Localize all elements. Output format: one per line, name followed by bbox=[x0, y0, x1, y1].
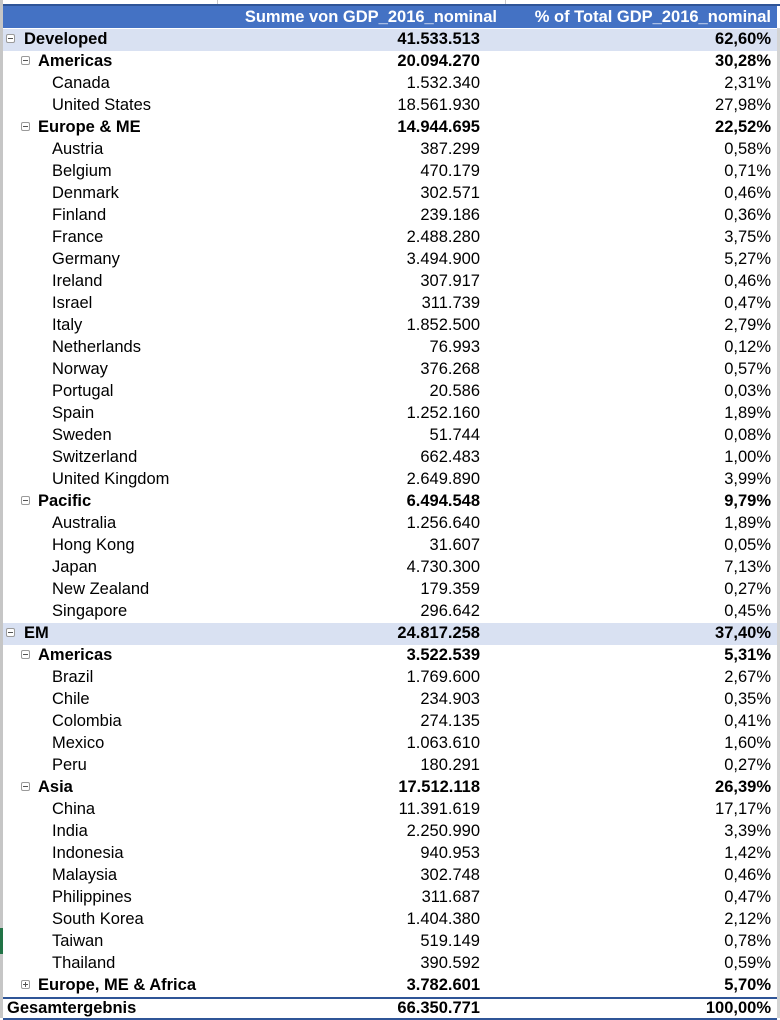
pivot-subgroup-row[interactable] bbox=[3, 491, 777, 513]
column-header-sum[interactable]: Summe von GDP_2016_nominal bbox=[244, 8, 497, 26]
percent-value: 1,89% bbox=[724, 404, 771, 422]
collapse-icon[interactable] bbox=[21, 782, 30, 791]
percent-value: 26,39% bbox=[715, 778, 771, 796]
percent-value: 3,75% bbox=[724, 228, 771, 246]
percent-value: 9,79% bbox=[724, 492, 771, 510]
percent-value: 0,05% bbox=[724, 536, 771, 554]
pivot-subgroup-row[interactable] bbox=[3, 645, 777, 667]
row-label: Switzerland bbox=[52, 448, 138, 466]
percent-value: 0,47% bbox=[724, 294, 771, 312]
collapse-icon[interactable] bbox=[21, 56, 30, 65]
sum-value: 20.094.270 bbox=[397, 52, 480, 70]
percent-value: 0,71% bbox=[724, 162, 771, 180]
row-label: Australia bbox=[52, 514, 117, 532]
row-label: Belgium bbox=[52, 162, 112, 180]
sum-value: 41.533.513 bbox=[397, 30, 480, 48]
collapse-icon[interactable] bbox=[6, 628, 15, 637]
sum-value: 11.391.619 bbox=[398, 800, 480, 818]
percent-value: 1,89% bbox=[724, 514, 771, 532]
row-label: Taiwan bbox=[52, 932, 104, 950]
sum-value: 274.135 bbox=[420, 712, 480, 730]
pivot-subgroup-row[interactable] bbox=[3, 117, 777, 139]
percent-value: 5,70% bbox=[724, 976, 771, 994]
percent-value: 1,60% bbox=[724, 734, 771, 752]
row-label: Developed bbox=[24, 30, 108, 48]
pivot-country-row[interactable] bbox=[3, 843, 777, 865]
percent-value: 0,78% bbox=[724, 932, 771, 950]
sum-value: 179.359 bbox=[420, 580, 480, 598]
row-label: Europe, ME & Africa bbox=[38, 976, 196, 994]
pivot-country-row[interactable] bbox=[3, 513, 777, 535]
sum-value: 24.817.258 bbox=[397, 624, 480, 642]
pivot-country-row[interactable] bbox=[3, 337, 777, 359]
sum-value: 1.404.380 bbox=[406, 910, 480, 928]
pivot-country-row[interactable] bbox=[3, 579, 777, 601]
pivot-country-row[interactable] bbox=[3, 293, 777, 315]
pivot-country-row[interactable] bbox=[3, 447, 777, 469]
sum-value: 234.903 bbox=[420, 690, 480, 708]
pivot-header-row bbox=[3, 6, 777, 28]
row-label: Italy bbox=[52, 316, 83, 334]
row-label: Ireland bbox=[52, 272, 103, 290]
sum-value: 1.252.160 bbox=[406, 404, 480, 422]
pivot-country-row[interactable] bbox=[3, 183, 777, 205]
pivot-country-row[interactable] bbox=[3, 403, 777, 425]
row-label: New Zealand bbox=[52, 580, 150, 598]
row-label: Denmark bbox=[52, 184, 119, 202]
row-label: Asia bbox=[38, 778, 73, 796]
pivot-country-row[interactable] bbox=[3, 755, 777, 777]
row-label: United Kingdom bbox=[52, 470, 170, 488]
sum-value: 76.993 bbox=[429, 338, 480, 356]
sum-value: 302.571 bbox=[420, 184, 480, 202]
percent-value: 37,40% bbox=[715, 624, 771, 642]
sum-value: 302.748 bbox=[420, 866, 480, 884]
row-label: Peru bbox=[52, 756, 87, 774]
pivot-country-row[interactable] bbox=[3, 865, 777, 887]
pivot-country-row[interactable] bbox=[3, 139, 777, 161]
pivot-country-row[interactable] bbox=[3, 425, 777, 447]
sum-value: 180.291 bbox=[420, 756, 480, 774]
percent-value: 0,59% bbox=[724, 954, 771, 972]
sum-value: 20.586 bbox=[429, 382, 480, 400]
pivot-subgroup-row[interactable] bbox=[3, 777, 777, 799]
pivot-country-row[interactable] bbox=[3, 271, 777, 293]
sum-value: 1.769.600 bbox=[406, 668, 480, 686]
sum-value: 296.642 bbox=[420, 602, 480, 620]
sum-value: 519.149 bbox=[420, 932, 480, 950]
sum-value: 239.186 bbox=[420, 206, 480, 224]
percent-value: 3,99% bbox=[724, 470, 771, 488]
row-label: Sweden bbox=[52, 426, 112, 444]
row-label: Netherlands bbox=[52, 338, 141, 356]
percent-value: 2,12% bbox=[724, 910, 771, 928]
percent-value: 2,67% bbox=[724, 668, 771, 686]
percent-value: 17,17% bbox=[715, 800, 771, 818]
pivot-country-row[interactable] bbox=[3, 73, 777, 95]
sum-value: 17.512.118 bbox=[398, 778, 480, 796]
pivot-country-row[interactable] bbox=[3, 887, 777, 909]
pivot-group-row[interactable] bbox=[3, 29, 777, 51]
sum-value: 31.607 bbox=[429, 536, 480, 554]
sum-value: 390.592 bbox=[420, 954, 480, 972]
row-label: Americas bbox=[38, 646, 113, 664]
pivot-country-row[interactable] bbox=[3, 733, 777, 755]
sum-value: 1.256.640 bbox=[406, 514, 480, 532]
pivot-country-row[interactable] bbox=[3, 689, 777, 711]
percent-value: 7,13% bbox=[724, 558, 771, 576]
sum-value: 6.494.548 bbox=[406, 492, 480, 510]
row-label: Finland bbox=[52, 206, 107, 224]
row-label: Indonesia bbox=[52, 844, 124, 862]
sum-value: 3.782.601 bbox=[406, 976, 480, 994]
grand-total-sum: 66.350.771 bbox=[397, 999, 480, 1017]
pivot-country-row[interactable] bbox=[3, 469, 777, 491]
pivot-country-row[interactable] bbox=[3, 931, 777, 953]
row-label: Americas bbox=[38, 52, 113, 70]
sum-value: 2.649.890 bbox=[406, 470, 480, 488]
pivot-country-row[interactable] bbox=[3, 95, 777, 117]
pivot-country-row[interactable] bbox=[3, 711, 777, 733]
row-label: China bbox=[52, 800, 96, 818]
percent-value: 5,31% bbox=[724, 646, 771, 664]
grand-total-row[interactable] bbox=[3, 997, 777, 1020]
sum-value: 51.744 bbox=[429, 426, 480, 444]
percent-value: 62,60% bbox=[715, 30, 771, 48]
percent-value: 1,00% bbox=[724, 448, 771, 466]
row-label: Spain bbox=[52, 404, 95, 422]
row-label: Singapore bbox=[52, 602, 128, 620]
row-label: Mexico bbox=[52, 734, 105, 752]
collapse-icon[interactable] bbox=[21, 122, 30, 131]
sum-value: 376.268 bbox=[420, 360, 480, 378]
pivot-country-row[interactable] bbox=[3, 315, 777, 337]
pivot-country-row[interactable] bbox=[3, 909, 777, 931]
row-label: Canada bbox=[52, 74, 110, 92]
row-label: Malaysia bbox=[52, 866, 118, 884]
pivot-country-row[interactable] bbox=[3, 205, 777, 227]
pivot-country-row[interactable] bbox=[3, 601, 777, 623]
sum-value: 4.730.300 bbox=[406, 558, 480, 576]
sum-value: 14.944.695 bbox=[397, 118, 480, 136]
sum-value: 940.953 bbox=[420, 844, 480, 862]
percent-value: 22,52% bbox=[715, 118, 771, 136]
row-label: Israel bbox=[52, 294, 93, 312]
pivot-country-row[interactable] bbox=[3, 359, 777, 381]
pivot-country-row[interactable] bbox=[3, 953, 777, 975]
pivot-country-row[interactable] bbox=[3, 161, 777, 183]
pivot-country-row[interactable] bbox=[3, 821, 777, 843]
percent-value: 1,42% bbox=[724, 844, 771, 862]
sum-value: 1.852.500 bbox=[406, 316, 480, 334]
row-label: India bbox=[52, 822, 88, 840]
percent-value: 0,46% bbox=[724, 272, 771, 290]
pivot-country-row[interactable] bbox=[3, 535, 777, 557]
pivot-country-row[interactable] bbox=[3, 227, 777, 249]
sum-value: 1.063.610 bbox=[406, 734, 480, 752]
collapse-icon[interactable] bbox=[6, 34, 15, 43]
percent-value: 0,08% bbox=[724, 426, 771, 444]
pivot-subgroup-row[interactable] bbox=[3, 51, 777, 73]
row-label: Austria bbox=[52, 140, 104, 158]
percent-value: 0,27% bbox=[724, 580, 771, 598]
percent-value: 0,12% bbox=[724, 338, 771, 356]
row-label: Philippines bbox=[52, 888, 132, 906]
pivot-country-row[interactable] bbox=[3, 799, 777, 821]
percent-value: 30,28% bbox=[715, 52, 771, 70]
percent-value: 0,58% bbox=[724, 140, 771, 158]
pivot-country-row[interactable] bbox=[3, 249, 777, 271]
percent-value: 0,41% bbox=[724, 712, 771, 730]
sum-value: 662.483 bbox=[420, 448, 480, 466]
row-label: EM bbox=[24, 624, 49, 642]
sum-value: 470.179 bbox=[420, 162, 480, 180]
pivot-country-row[interactable] bbox=[3, 667, 777, 689]
row-label: Brazil bbox=[52, 668, 94, 686]
sum-value: 18.561.930 bbox=[397, 96, 480, 114]
percent-value: 3,39% bbox=[724, 822, 771, 840]
sum-value: 2.488.280 bbox=[406, 228, 480, 246]
row-label: United States bbox=[52, 96, 152, 114]
column-header-percent[interactable]: % of Total GDP_2016_nominal bbox=[534, 8, 771, 26]
sum-value: 311.687 bbox=[421, 888, 480, 906]
row-label: Pacific bbox=[38, 492, 92, 510]
sum-value: 387.299 bbox=[420, 140, 480, 158]
percent-value: 0,27% bbox=[724, 756, 771, 774]
pivot-country-row[interactable] bbox=[3, 557, 777, 579]
pivot-table-body bbox=[3, 29, 777, 997]
percent-value: 0,46% bbox=[724, 866, 771, 884]
row-label: Thailand bbox=[52, 954, 116, 972]
pivot-group-row[interactable] bbox=[3, 623, 777, 645]
sum-value: 2.250.990 bbox=[406, 822, 480, 840]
row-label: Germany bbox=[52, 250, 120, 268]
percent-value: 0,45% bbox=[724, 602, 771, 620]
percent-value: 0,46% bbox=[724, 184, 771, 202]
sum-value: 1.532.340 bbox=[406, 74, 480, 92]
collapse-icon[interactable] bbox=[21, 650, 30, 659]
percent-value: 5,27% bbox=[724, 250, 771, 268]
row-label: Chile bbox=[52, 690, 90, 708]
sum-value: 3.522.539 bbox=[406, 646, 480, 664]
sum-value: 311.739 bbox=[421, 294, 480, 312]
row-label: Japan bbox=[52, 558, 97, 576]
row-label: Hong Kong bbox=[52, 536, 135, 554]
pivot-subgroup-row[interactable] bbox=[3, 975, 777, 997]
collapse-icon[interactable] bbox=[21, 496, 30, 505]
grand-total-label: Gesamtergebnis bbox=[7, 999, 137, 1017]
percent-value: 0,36% bbox=[724, 206, 771, 224]
row-label: Europe & ME bbox=[38, 118, 141, 136]
percent-value: 0,47% bbox=[724, 888, 771, 906]
row-label: France bbox=[52, 228, 104, 246]
percent-value: 0,35% bbox=[724, 690, 771, 708]
sum-value: 3.494.900 bbox=[406, 250, 480, 268]
row-label: Colombia bbox=[52, 712, 122, 730]
pivot-country-row[interactable] bbox=[3, 381, 777, 403]
row-label: Portugal bbox=[52, 382, 114, 400]
percent-value: 27,98% bbox=[715, 96, 771, 114]
sum-value: 307.917 bbox=[420, 272, 480, 290]
percent-value: 2,31% bbox=[724, 74, 771, 92]
percent-value: 0,03% bbox=[724, 382, 771, 400]
expand-icon[interactable] bbox=[21, 980, 30, 989]
grand-total-percent: 100,00% bbox=[705, 999, 771, 1017]
row-label: Norway bbox=[52, 360, 108, 378]
row-label: South Korea bbox=[52, 910, 144, 928]
percent-value: 0,57% bbox=[724, 360, 771, 378]
percent-value: 2,79% bbox=[724, 316, 771, 334]
